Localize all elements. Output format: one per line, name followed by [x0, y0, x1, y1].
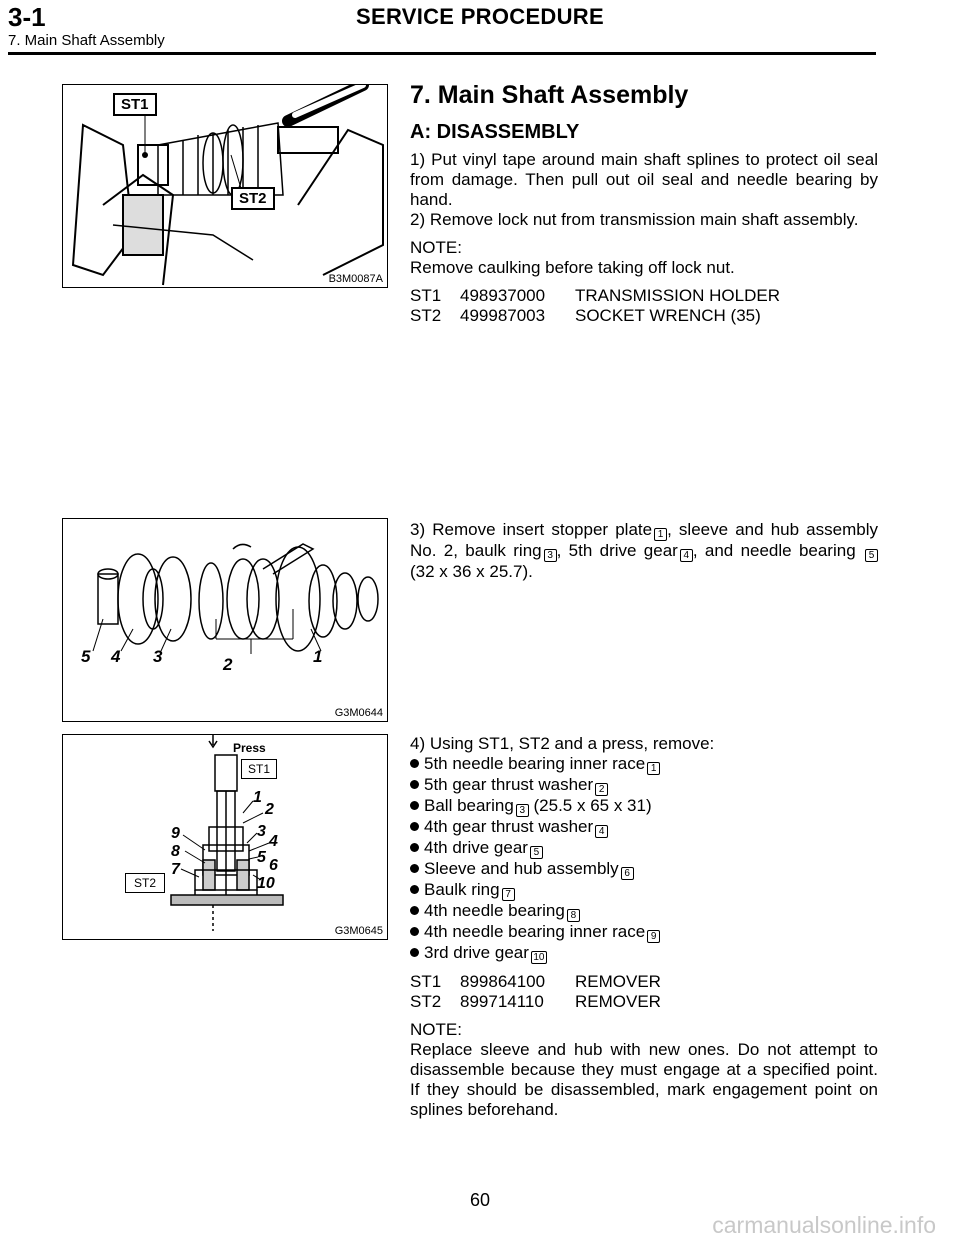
callout-2: 2: [223, 655, 233, 674]
tool-row: [410, 972, 878, 992]
tool-name: REMOVER: [575, 972, 661, 991]
section-text-1: [410, 80, 878, 326]
page-title: SERVICE PROCEDURE: [356, 4, 604, 29]
figure-2-illustration: [63, 519, 387, 721]
tool-code: ST1: [410, 972, 442, 991]
bullet-icon: [410, 822, 419, 831]
figure-3-illustration: [63, 735, 387, 939]
section-subtitle: A: DISASSEMBLY: [410, 121, 580, 143]
page-subtitle: 7. Main Shaft Assembly: [8, 32, 165, 49]
list-item: 4th needle bearing inner race 9: [410, 922, 878, 943]
section-text-3: [410, 734, 878, 1128]
callout-1: 1: [253, 789, 262, 806]
note-1-text: Remove caulking before taking off lock nut.: [410, 258, 735, 277]
figure-3: [62, 734, 388, 940]
tool-name: REMOVER: [575, 992, 661, 1011]
step-2: 2) Remove lock nut from transmission main shaft assembly.: [410, 210, 859, 229]
tool-part: 899864100: [460, 972, 546, 991]
tool-code: ST2: [410, 306, 442, 325]
callout-2: 2: [265, 801, 274, 818]
figure-2-id: G3M0644: [334, 707, 383, 719]
callout-6: 6: [269, 857, 278, 874]
list-item: 5th gear thrust washer 2: [410, 775, 878, 796]
tool-row: [410, 286, 878, 306]
removal-list: [410, 754, 878, 964]
callout-num: 5: [865, 549, 878, 562]
tool-part: 899714110: [460, 992, 544, 1011]
figure-1-id: B3M0087A: [328, 273, 383, 285]
note-2-label: NOTE:: [410, 1020, 462, 1039]
tool-name: TRANSMISSION HOLDER: [575, 286, 780, 305]
step-3: 3) Remove insert stopper plate 1 , sleeve and hub assembly No. 2, baulk ring 3 , 5th drive gear 4 , and needle bearing 5 (32 x 36 x 25.7).: [410, 520, 878, 581]
tool-part: 498937000: [460, 286, 546, 305]
callout-7: 7: [171, 861, 180, 878]
bullet-icon: [410, 906, 419, 915]
figure-2: [62, 518, 388, 722]
step-4-intro: 4) Using ST1, ST2 and a press, remove:: [410, 734, 715, 753]
st1-label: ST1: [241, 759, 277, 779]
section-code: 3-1: [8, 2, 46, 32]
callout-8: 8: [171, 843, 180, 860]
bullet-icon: [410, 843, 419, 852]
note-2-text: Replace sleeve and hub with new ones. Do not attempt to disassemble because they must engage at a specified point. If they should be disassembled, mark engagement point on splines beforehand.: [410, 1040, 878, 1119]
tool-code: ST1: [410, 286, 442, 305]
bullet-icon: [410, 759, 419, 768]
bullet-icon: [410, 864, 419, 873]
callout-9: 9: [171, 825, 180, 842]
callout-1: 1: [313, 647, 323, 666]
list-item: Sleeve and hub assembly 6: [410, 859, 878, 880]
note-1-label: NOTE:: [410, 238, 462, 257]
list-item: Ball bearing 3 (25.5 x 65 x 31): [410, 796, 878, 817]
press-label: Press: [233, 741, 266, 755]
list-item: 4th gear thrust washer 4: [410, 817, 878, 838]
list-item: Baulk ring 7: [410, 880, 878, 901]
list-item: 4th drive gear 5: [410, 838, 878, 859]
figure-1: [62, 84, 388, 288]
list-item: 5th needle bearing inner race 1: [410, 754, 878, 775]
bullet-icon: [410, 948, 419, 957]
tool-name: SOCKET WRENCH (35): [575, 306, 761, 325]
callout-5: 5: [81, 647, 91, 666]
list-item: 3rd drive gear 10: [410, 943, 878, 964]
callout-num: 4: [680, 549, 693, 562]
step-1: 1) Put vinyl tape around main shaft splines to protect oil seal from damage. Then pull out oil seal and needle bearing by hand.: [410, 150, 878, 209]
callout-5: 5: [257, 849, 266, 866]
callout-4: 4: [269, 833, 278, 850]
tool-row: [410, 306, 878, 326]
tool-row: [410, 992, 878, 1012]
callout-num: 1: [654, 528, 667, 541]
bullet-icon: [410, 801, 419, 810]
list-item: 4th needle bearing 8: [410, 901, 878, 922]
section-title: 7. Main Shaft Assembly: [410, 81, 689, 109]
st2-label: ST2: [231, 187, 275, 210]
callout-num: 3: [544, 549, 557, 562]
figure-3-id: G3M0645: [334, 925, 383, 937]
st2-label: ST2: [125, 873, 165, 893]
header-rule: [8, 52, 876, 55]
page-number: 60: [469, 1190, 491, 1210]
tool-code: ST2: [410, 992, 442, 1011]
bullet-icon: [410, 885, 419, 894]
tool-part: 499987003: [460, 306, 546, 325]
callout-3: 3: [257, 823, 266, 840]
bullet-icon: [410, 927, 419, 936]
st1-label: ST1: [113, 93, 157, 116]
figure-1-illustration: [63, 85, 387, 287]
section-text-2: [410, 520, 878, 590]
callout-4: 4: [111, 647, 121, 666]
callout-10: 10: [257, 875, 275, 892]
watermark: carmanualsonline.info: [712, 1212, 936, 1238]
bullet-icon: [410, 780, 419, 789]
callout-3: 3: [153, 647, 163, 666]
